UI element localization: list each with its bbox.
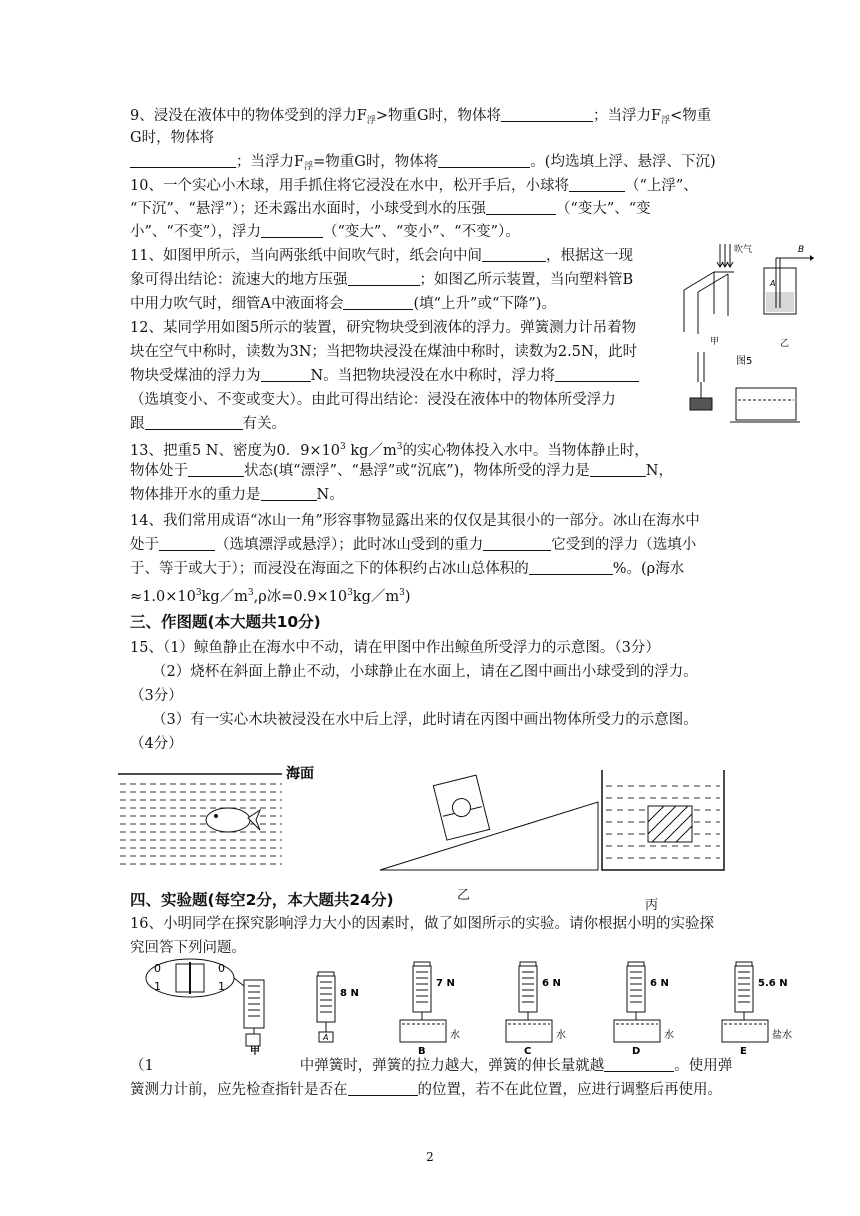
q15-line4: （3）有一实心木块被浸没在水中后上浮，此时请在丙图中画出物体所受力的示意图。: [152, 712, 698, 728]
answer-blank[interactable]: [555, 367, 639, 382]
answer-blank[interactable]: [343, 295, 413, 310]
q9-line1: 9、浸没在液体中的物体受到的浮力$F_浮>$物重G时，物体将 ；当浮力$F_浮<$物重: [130, 108, 712, 126]
answer-blank[interactable]: [188, 462, 244, 477]
q10-line2: “下沉”、“悬浮”）；还未露出水面时，小球受到水的压强 （“变大”、“变: [130, 201, 651, 217]
answer-blank[interactable]: [482, 247, 546, 262]
whale-sea-diagram: [118, 765, 314, 864]
q14-line3: 于、等于或大于）；而浸没在海面之下的体积约占冰山总体积的 %。(ρ海水: [130, 561, 685, 577]
beaker: [722, 1020, 768, 1042]
block-label: A: [323, 1033, 329, 1042]
station-letter: D: [632, 1046, 641, 1057]
whale-icon: [206, 808, 260, 832]
q12-line2: 块在空气中称时，读数为3N；当把物块浸没在煤油中称时，读数为2.5N，此时: [130, 344, 638, 360]
closeup-tick-0: 0: [154, 962, 161, 975]
beaker: [506, 1020, 552, 1042]
q13-line2: 物体处于 状态(填“漂浮”、“悬浮”或“沉底”)，物体所受的浮力是 N，: [130, 463, 673, 479]
station-letter: B: [418, 1046, 426, 1057]
q15-line3: （3分）: [130, 688, 183, 704]
q10-line3: 小”、“不变”），浮力 （“变大”、“变小”、“不变”）。: [130, 224, 520, 240]
q16-line4: 簧测力计前，应先检查指针是否在 的位置，若不在此位置，应进行调整后再使用。: [130, 1082, 722, 1098]
scale-reading: 5.6 N: [758, 978, 788, 989]
q16-line2: 究回答下列问题。: [130, 940, 246, 956]
scale-reading: 7 N: [436, 978, 455, 989]
liquid-label: 盐水: [772, 1030, 792, 1041]
q9-line3: ；当浮力$F_浮=$物重G时，物体将 。(均选填上浮、悬浮、下沉): [130, 152, 716, 177]
fig-label-bing: 丙: [645, 898, 659, 913]
label-B: B: [798, 245, 805, 255]
liquid-label: 水: [450, 1030, 460, 1041]
answer-blank[interactable]: [348, 271, 420, 286]
answer-blank[interactable]: [261, 367, 311, 382]
spring-scales-group: [317, 962, 792, 1057]
scale-hook-top: [520, 962, 536, 966]
answer-blank[interactable]: [483, 536, 551, 551]
q16-line3: （1 中弹簧时，弹簧的拉力越大，弹簧的伸长量就越 。使用弹: [130, 1058, 733, 1074]
answer-blank[interactable]: [501, 107, 593, 122]
scale-reading: 6 N: [650, 978, 669, 989]
spring-scale-body: [627, 966, 645, 1012]
scale-reading: 8 N: [340, 988, 359, 999]
label-jia: 甲: [250, 1046, 260, 1057]
beaker: [614, 1020, 660, 1042]
q12-line1: 12、某同学用如图5所示的装置，研究物块受到液体的浮力。弹簧测力计吊着物: [130, 320, 637, 336]
q9-line2: G时，物体将: [130, 130, 215, 146]
section-title-experiment: 四、实验题(每空2分，本大题共24分): [130, 891, 394, 909]
q13-line3: 物体排开水的重力是 N。: [130, 487, 344, 503]
beaker-on-slope-diagram: [380, 775, 598, 870]
q11-line3: 中用力吹气时，细管A中液面将会 (填“上升”或“下降”)。: [130, 296, 556, 312]
figure-5: [680, 240, 805, 430]
q15-line2: （2）烧杯在斜面上静止不动，小球静止在水面上，请在乙图中画出小球受到的浮力。: [152, 664, 698, 680]
answer-blank[interactable]: [261, 223, 323, 238]
answer-blank[interactable]: [261, 486, 317, 501]
q16-line1: 16、小明同学在探究影响浮力大小的因素时，做了如图所示的实验。请你根据小明的实验探: [130, 916, 714, 932]
spring-scale-body: [413, 966, 431, 1012]
spring-scale-body: [317, 976, 335, 1022]
station-letter: C: [524, 1046, 532, 1057]
q12-line5: 跟 有关。: [130, 416, 286, 432]
q12-line3: 物块受煤油的浮力为 N。当把物块浸没在水中称时，浮力将: [130, 366, 639, 386]
closeup-tick-1: 1: [154, 980, 161, 993]
liquid-label: 水: [556, 1030, 566, 1041]
spring-scale-body: [519, 966, 537, 1012]
scale-hook-top: [414, 962, 430, 966]
answer-blank[interactable]: [569, 177, 625, 192]
answer-blank[interactable]: [130, 153, 236, 168]
q15-line1: 15、（1）鲸鱼静止在海水中不动，请在甲图中作出鲸鱼所受浮力的示意图。（3分）: [130, 640, 660, 656]
figure-15: [116, 762, 756, 882]
fig-label-jia: 甲: [710, 337, 720, 347]
answer-blank[interactable]: [486, 200, 556, 215]
spring-scale-body: [735, 966, 753, 1012]
blow-label: 吹气: [734, 245, 753, 255]
answer-blank[interactable]: [348, 1081, 418, 1096]
beaker: [400, 1020, 446, 1042]
liquid-label: 水: [664, 1030, 674, 1041]
fig-label-yi: 乙: [780, 339, 790, 349]
scale-hook-top: [628, 962, 644, 966]
q14-line4: $\approx 1.0\times 10^3kg/m^3,\rho$冰$=0.9\times 10^3kg/m^3$): [130, 588, 411, 605]
scale-reading: 6 N: [542, 978, 561, 989]
answer-blank[interactable]: [604, 1057, 674, 1072]
station-letter: E: [740, 1046, 747, 1057]
q15-line5: （4分）: [130, 736, 183, 752]
figure-16: [140, 958, 830, 1056]
closeup-tick-3: 1: [218, 980, 225, 993]
closeup-tick-2: 0: [218, 962, 225, 975]
q13-line1: 13、把重5 N、密度为0．$9\times 10^3$ $kg/m^3$的实心物体投入水中。当物体静止时，: [130, 442, 649, 459]
q14-line2: 处于 （选填漂浮或悬浮）；此时冰山受到的重力 它受到的浮力（选填小: [130, 537, 697, 553]
q11-line2: 象可得出结论：流速大的地方压强 ；如图乙所示装置，当向塑料管B: [130, 272, 634, 288]
q11-line1: 11、如图甲所示，当向两张纸中间吹气时，纸会向中间 ，根据这一现: [130, 248, 633, 264]
label-A: A: [770, 279, 776, 288]
answer-blank[interactable]: [590, 462, 646, 477]
answer-blank[interactable]: [438, 153, 530, 168]
paper-blow-diagram: [684, 243, 752, 347]
figure-5-caption: 图5: [736, 356, 753, 367]
q14-line1: 14、我们常用成语“冰山一角”形容事物显露出来的仅仅是其很小的一部分。冰山在海水中: [130, 513, 700, 529]
q12-line4: （选填变小、不变或变大）。由此可得出结论：浸没在液体中的物体所受浮力: [130, 392, 616, 408]
page-number: 2: [426, 1150, 434, 1164]
beaker-tube-diagram: [764, 245, 814, 349]
answer-blank[interactable]: [159, 536, 215, 551]
block-in-water-diagram: [602, 770, 724, 870]
scale-closeup: [146, 959, 264, 1057]
section-title-drawing: 三、作图题(本大题共10分): [130, 613, 321, 631]
answer-blank[interactable]: [529, 560, 613, 575]
scale-hook-top: [736, 962, 752, 966]
fig-label-yi: 乙: [457, 888, 471, 903]
answer-blank[interactable]: [145, 415, 243, 430]
q10-line1: 10、一个实心小木球，用手抓住将它浸没在水中，松开手后，小球将 （“上浮”、: [130, 178, 698, 194]
sea-surface-label: 海面: [286, 766, 314, 782]
scale-hook-top: [318, 972, 334, 976]
